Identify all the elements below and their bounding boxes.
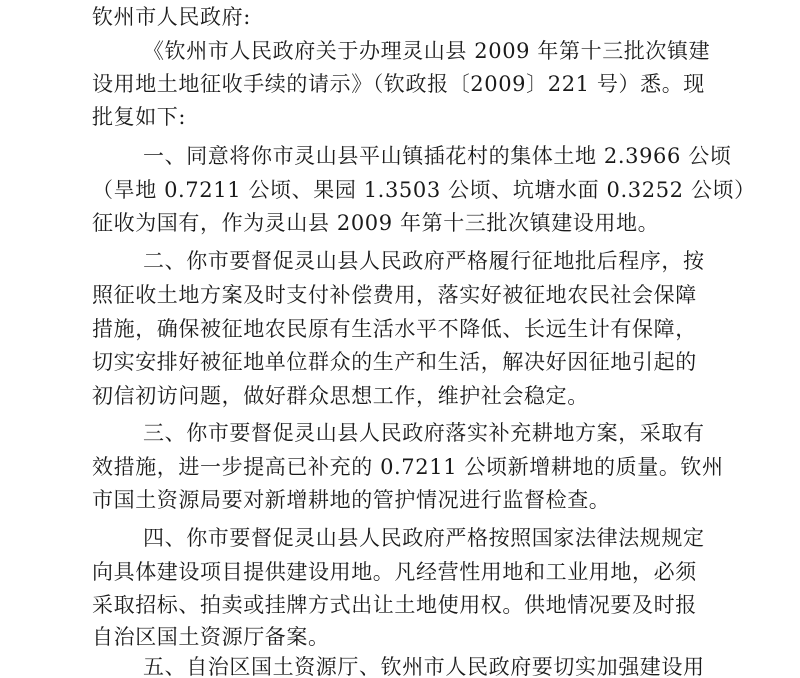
body-text-line: 二、你市要督促灵山县人民政府严格履行征地批后程序，按: [143, 249, 705, 273]
body-text-line: 四、你市要督促灵山县人民政府严格按照国家法律法规规定: [143, 526, 705, 550]
body-text-line: 切实安排好被征地单位群众的生产和生活，解决好因征地引起的: [92, 350, 697, 374]
body-text-line: 采取招标、拍卖或挂牌方式出让土地使用权。供地情况要及时报: [92, 593, 697, 617]
body-text-line: 三、你市要督促灵山县人民政府落实补充耕地方案，采取有: [143, 421, 705, 445]
body-text-line: 措施，确保被征地农民原有生活水平不降低、长远生计有保障，: [92, 317, 697, 341]
body-text-line: 市国土资源局要对新增耕地的管护情况进行监督检查。: [92, 488, 611, 512]
body-text-line: 设用地土地征收手续的请示》（钦政报〔2009〕221 号）悉。现: [92, 72, 705, 96]
body-text-line: （旱地 0.7211 公顷、果园 1.3503 公顷、坑塘水面 0.3252 公顷）: [92, 178, 756, 202]
body-text-line: 自治区国土资源厅备案。: [92, 625, 330, 649]
body-text-line: 照征收土地方案及时支付补偿费用，落实好被征地农民社会保障: [92, 283, 697, 307]
body-text-line: 效措施，进一步提高已补充的 0.7211 公顷新增耕地的质量。钦州: [92, 455, 724, 479]
body-text-line: 征收为国有，作为灵山县 2009 年第十三批次镇建设用地。: [92, 211, 660, 235]
body-text-line: 批复如下:: [92, 105, 187, 129]
body-text-line: 五、自治区国土资源厅、钦州市人民政府要切实加强建设用: [143, 655, 705, 678]
body-text-line: 初信初访问题，做好群众思想工作，维护社会稳定。: [92, 384, 589, 408]
body-text-line: 一、同意将你市灵山县平山镇插花村的集体土地 2.3966 公顷: [143, 144, 732, 168]
body-text-line: 《钦州市人民政府关于办理灵山县 2009 年第十三批次镇建: [143, 39, 711, 63]
body-text-line: 向具体建设项目提供建设用地。凡经营性用地和工业用地，必须: [92, 560, 697, 584]
salutation-line: 钦州市人民政府:: [92, 5, 251, 29]
